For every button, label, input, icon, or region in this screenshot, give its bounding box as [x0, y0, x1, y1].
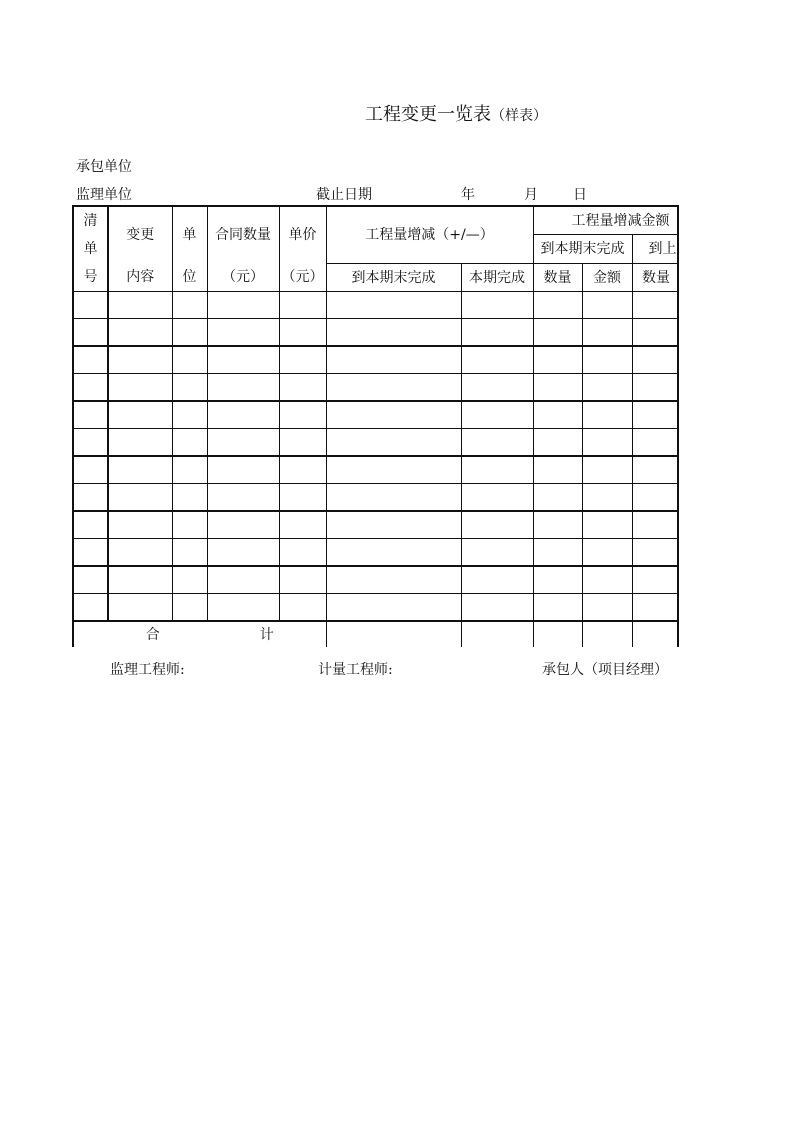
table-cell[interactable] [207, 346, 279, 374]
table-cell[interactable] [533, 594, 582, 622]
table-cell[interactable] [533, 539, 582, 567]
table-cell[interactable] [461, 429, 533, 457]
table-cell[interactable] [207, 511, 279, 539]
table-cell[interactable] [108, 539, 172, 567]
table-cell[interactable] [533, 401, 582, 429]
col-item-no-2: 单 [83, 241, 98, 257]
table-cell[interactable] [533, 484, 582, 512]
table-cell[interactable] [461, 319, 533, 347]
total-label [73, 621, 326, 647]
table-cell[interactable] [73, 292, 108, 319]
table-row [73, 511, 679, 539]
table-row [73, 346, 679, 374]
table-cell[interactable] [108, 401, 172, 429]
table-cell[interactable] [172, 594, 207, 622]
table-cell[interactable] [582, 429, 632, 457]
table-cell[interactable] [172, 319, 207, 347]
table-cell[interactable] [108, 484, 172, 512]
table-cell[interactable] [582, 346, 632, 374]
group-qty-change-header: 工程量增减（+/—） [326, 206, 533, 264]
table-cell[interactable] [207, 539, 279, 567]
col-unit-header-2: 位 [172, 264, 207, 292]
page-title [0, 100, 794, 126]
table-cell[interactable] [73, 566, 108, 594]
table-row [73, 539, 679, 567]
table-cell[interactable] [279, 346, 326, 374]
table-cell[interactable] [172, 292, 207, 319]
table-cell[interactable] [73, 346, 108, 374]
table-cell[interactable] [461, 401, 533, 429]
table-cell[interactable] [108, 594, 172, 622]
table-cell[interactable] [207, 429, 279, 457]
table-cell[interactable] [108, 346, 172, 374]
table-cell[interactable] [207, 484, 279, 512]
table-clip-edge [677, 205, 679, 647]
table-cell[interactable] [207, 594, 279, 622]
table-cell[interactable] [172, 429, 207, 457]
table-cell[interactable] [326, 374, 461, 402]
table-cell[interactable] [73, 594, 108, 622]
table-cell[interactable] [461, 456, 533, 484]
table-cell[interactable] [632, 594, 679, 622]
title-main: 工程变更一览表 [365, 104, 491, 125]
table-cell[interactable] [582, 292, 632, 319]
table-cell[interactable] [279, 511, 326, 539]
table-cell[interactable] [533, 456, 582, 484]
year-label: 年 [461, 187, 475, 203]
day-label: 日 [573, 187, 587, 203]
table-cell[interactable] [632, 429, 679, 457]
table-cell[interactable] [73, 374, 108, 402]
table-cell[interactable] [172, 511, 207, 539]
table-cell[interactable] [461, 484, 533, 512]
table-cell[interactable] [533, 374, 582, 402]
col-contract-qty-header-2: （元） [207, 264, 279, 292]
table-row [73, 319, 679, 347]
table-cell[interactable] [461, 594, 533, 622]
table-cell[interactable] [279, 374, 326, 402]
contractor-label: 承包单位 [76, 159, 132, 175]
table-cell[interactable] [632, 539, 679, 567]
table-cell[interactable] [108, 292, 172, 319]
month-label: 月 [524, 187, 538, 203]
table-cell[interactable] [279, 292, 326, 319]
table-cell[interactable] [533, 429, 582, 457]
table-cell[interactable] [73, 484, 108, 512]
title-sub: （样表） [491, 108, 547, 124]
table-cell[interactable] [632, 401, 679, 429]
change-table [72, 205, 679, 647]
col-item-no-1: 清 [83, 213, 98, 229]
table-row [73, 429, 679, 457]
table-cell[interactable] [108, 511, 172, 539]
table-row [73, 292, 679, 319]
table-cell[interactable] [632, 346, 679, 374]
table-cell[interactable] [279, 429, 326, 457]
table-cell[interactable] [73, 511, 108, 539]
group-amount-change-header: 工程量增减金额 [533, 206, 679, 235]
table-cell[interactable] [207, 319, 279, 347]
table-cell[interactable] [632, 374, 679, 402]
table-cell[interactable] [108, 429, 172, 457]
table-cell[interactable] [172, 346, 207, 374]
table-cell[interactable] [326, 292, 461, 319]
table-cell[interactable] [326, 319, 461, 347]
table-cell[interactable] [326, 346, 461, 374]
total-cell[interactable] [533, 621, 582, 647]
table-cell[interactable] [533, 566, 582, 594]
table-cell[interactable] [73, 319, 108, 347]
table-cell[interactable] [172, 401, 207, 429]
table-cell[interactable] [279, 539, 326, 567]
table-cell[interactable] [632, 566, 679, 594]
table-cell[interactable] [108, 566, 172, 594]
table-cell[interactable] [461, 566, 533, 594]
table-cell[interactable] [326, 484, 461, 512]
sub-to-last-header: 到上 [632, 235, 679, 264]
table-cell[interactable] [461, 292, 533, 319]
sub-qty-header-1: 数量 [533, 264, 582, 292]
table-cell[interactable] [533, 511, 582, 539]
sub-to-period-end-header: 到本期末完成 [533, 235, 632, 264]
table-cell[interactable] [461, 374, 533, 402]
table-cell[interactable] [461, 346, 533, 374]
table-cell[interactable] [326, 401, 461, 429]
table-cell[interactable] [632, 456, 679, 484]
table-cell[interactable] [582, 539, 632, 567]
sub-to-period-end-qty-header: 到本期末完成 [326, 264, 461, 292]
table-cell[interactable] [279, 456, 326, 484]
total-label-b: 计 [259, 627, 274, 643]
table-cell[interactable] [582, 594, 632, 622]
col-item-no-header [73, 206, 108, 292]
table-cell[interactable] [172, 484, 207, 512]
supervisor-label: 监理单位 [76, 187, 132, 203]
table-cell[interactable] [279, 319, 326, 347]
col-unit-header: 单 [172, 206, 207, 264]
change-table-wrapper [72, 205, 679, 647]
table-cell[interactable] [108, 456, 172, 484]
sub-amount-header-1: 金额 [582, 264, 632, 292]
table-cell[interactable] [279, 401, 326, 429]
table-row [73, 374, 679, 402]
table-row [73, 484, 679, 512]
table-cell[interactable] [461, 539, 533, 567]
table-cell[interactable] [207, 374, 279, 402]
supervising-engineer-label: 监理工程师: [110, 662, 185, 678]
col-unit-price-header: 单价 [279, 206, 326, 264]
table-cell[interactable] [533, 319, 582, 347]
table-cell[interactable] [326, 594, 461, 622]
table-cell[interactable] [172, 539, 207, 567]
sub-qty-header-2: 数量 [632, 264, 679, 292]
table-cell[interactable] [279, 484, 326, 512]
table-cell[interactable] [279, 594, 326, 622]
total-cell[interactable] [582, 621, 632, 647]
table-cell[interactable] [73, 429, 108, 457]
table-cell[interactable] [73, 456, 108, 484]
table-cell[interactable] [533, 292, 582, 319]
table-cell[interactable] [172, 456, 207, 484]
contractor-manager-label: 承包人（项目经理） [542, 662, 668, 678]
table-cell[interactable] [326, 456, 461, 484]
table-body [73, 292, 679, 648]
table-cell[interactable] [533, 346, 582, 374]
table-row [73, 401, 679, 429]
table-row [73, 566, 679, 594]
total-cell[interactable] [326, 621, 461, 647]
sub-this-period-header: 本期完成 [461, 264, 533, 292]
table-cell[interactable] [582, 456, 632, 484]
col-unit-price-header-2: （元） [279, 264, 326, 292]
col-contract-qty-header: 合同数量 [207, 206, 279, 264]
table-cell[interactable] [582, 401, 632, 429]
measurement-engineer-label: 计量工程师: [318, 662, 393, 678]
table-cell[interactable] [326, 539, 461, 567]
table-cell[interactable] [632, 511, 679, 539]
table-cell[interactable] [326, 429, 461, 457]
table-cell[interactable] [461, 511, 533, 539]
table-cell[interactable] [582, 484, 632, 512]
table-cell[interactable] [73, 539, 108, 567]
col-change-header: 变更 [108, 206, 172, 264]
total-row [73, 621, 679, 647]
table-cell[interactable] [172, 566, 207, 594]
table-head [73, 206, 679, 292]
table-cell[interactable] [582, 566, 632, 594]
table-cell[interactable] [108, 319, 172, 347]
table-cell[interactable] [172, 374, 207, 402]
total-label-a: 合 [145, 627, 160, 643]
table-cell[interactable] [632, 319, 679, 347]
table-cell[interactable] [207, 401, 279, 429]
col-item-no-3: 号 [83, 269, 98, 285]
table-cell[interactable] [207, 456, 279, 484]
total-cell[interactable] [632, 621, 679, 647]
table-cell[interactable] [632, 484, 679, 512]
table-cell[interactable] [73, 401, 108, 429]
cutoff-date-label: 截止日期 [316, 187, 372, 203]
table-cell[interactable] [207, 292, 279, 319]
table-cell[interactable] [207, 566, 279, 594]
table-cell[interactable] [582, 511, 632, 539]
table-cell[interactable] [582, 319, 632, 347]
total-cell[interactable] [461, 621, 533, 647]
table-row [73, 456, 679, 484]
table-cell[interactable] [279, 566, 326, 594]
table-row [73, 594, 679, 622]
col-change-header-2: 内容 [108, 264, 172, 292]
table-cell[interactable] [582, 374, 632, 402]
table-cell[interactable] [108, 374, 172, 402]
table-cell[interactable] [632, 292, 679, 319]
table-cell[interactable] [326, 566, 461, 594]
table-cell[interactable] [326, 511, 461, 539]
